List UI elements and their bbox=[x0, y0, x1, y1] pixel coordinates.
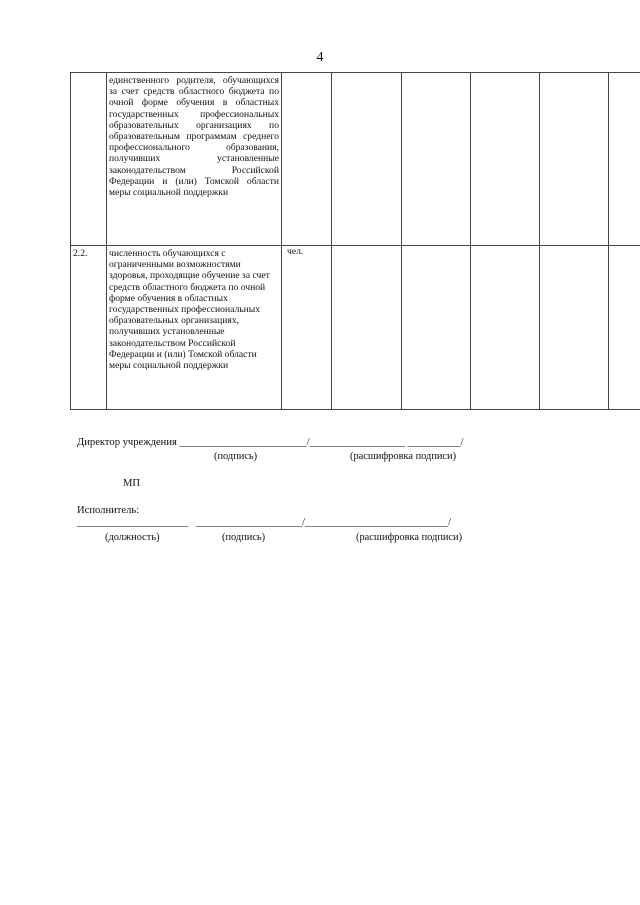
unit-cell: чел. bbox=[282, 246, 332, 410]
unit-cell bbox=[282, 73, 332, 246]
page-number: 4 bbox=[316, 50, 324, 65]
table-row bbox=[71, 246, 640, 410]
stamp-label: МП bbox=[123, 478, 141, 489]
value-cell bbox=[402, 73, 471, 246]
value-cell bbox=[471, 246, 540, 410]
director-signature-caption: (подпись) bbox=[214, 451, 258, 462]
value-cell bbox=[609, 246, 640, 410]
value-cell bbox=[609, 73, 640, 246]
executor-signature-line: _____________________ ____________________/___________________________/ bbox=[77, 517, 452, 528]
table-row bbox=[71, 73, 640, 246]
director-signature-line: Директор учреждения ________________________/__________________ __________/ bbox=[77, 437, 464, 448]
executor-position-caption: (должность) bbox=[105, 532, 160, 543]
description-cell: единственного родителя, обучающихся за счет средств областного бюджета по очной форме обучения в областных государственных профессиональных образовательных организациях по образовательным программам среднего профессионального образования, получивших установленные законодательством Российской Федерации и (или) Томской области меры социальной поддержки bbox=[107, 73, 282, 246]
value-cell bbox=[540, 246, 609, 410]
director-decoding-caption: (расшифровка подписи) bbox=[350, 451, 457, 462]
value-cell bbox=[471, 73, 540, 246]
row-number-cell bbox=[71, 73, 107, 246]
executor-decoding-caption: (расшифровка подписи) bbox=[356, 532, 463, 543]
value-cell bbox=[540, 73, 609, 246]
executor-signature-caption: (подпись) bbox=[222, 532, 266, 543]
row-number-cell: 2.2. bbox=[71, 246, 107, 410]
indicators-table bbox=[70, 72, 640, 410]
value-cell bbox=[332, 73, 402, 246]
description-cell: численность обучающихся с ограниченными возможностями здоровья, проходящие обучение за счет средств областного бюджета по очной форме обучения в областных государственных профессиональных образовательных организациях, получивших установленные законодательством Российской Федерации и (или) Томской области меры социальной поддержки bbox=[107, 246, 282, 410]
value-cell bbox=[402, 246, 471, 410]
value-cell bbox=[332, 246, 402, 410]
executor-label: Исполнитель: bbox=[77, 505, 140, 516]
